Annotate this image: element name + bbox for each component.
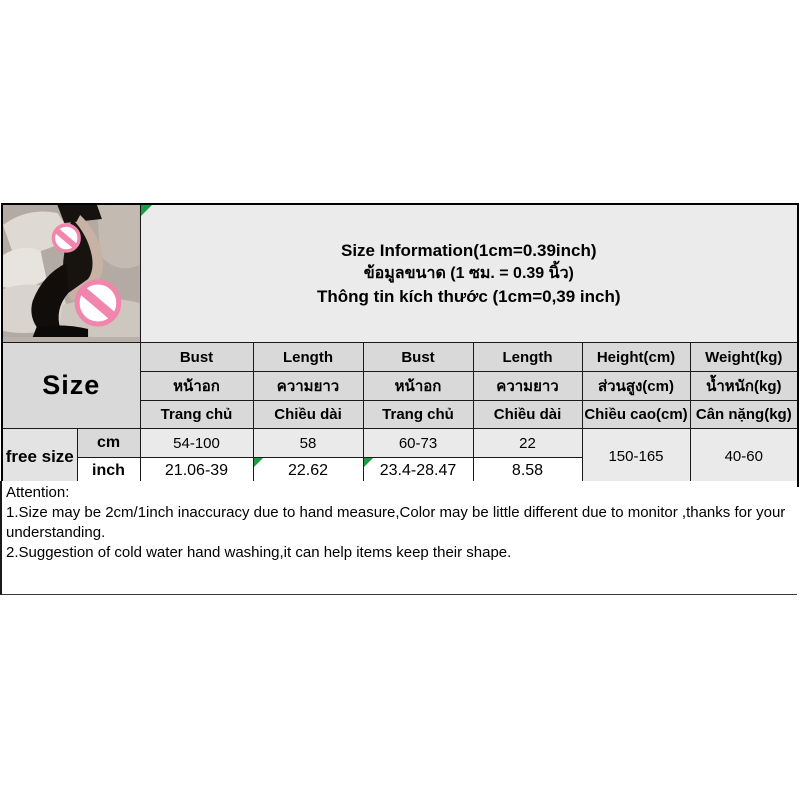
weight-value: 40-60 — [690, 429, 798, 486]
size-label-cell: Size — [2, 343, 140, 429]
col-header-bust1-en: Bust — [140, 343, 253, 372]
cm-length2-value: 22 — [473, 429, 582, 458]
col-header-bust1-vi: Trang chủ — [140, 401, 253, 429]
excel-green-triangle-icon — [254, 458, 263, 467]
col-header-weight-th: น้ำหนัก(kg) — [690, 372, 798, 401]
inch-length2-value: 8.58 — [473, 458, 582, 486]
cm-bust1-value: 54-100 — [140, 429, 253, 458]
title-cell — [140, 204, 798, 343]
unit-cm-cell: cm — [77, 429, 140, 458]
inch-length1-value: 22.62 — [253, 458, 363, 486]
col-header-length2-th: ความยาว — [473, 372, 582, 401]
product-photo-cell — [2, 204, 140, 343]
col-header-height-vi: Chiều cao(cm) — [582, 401, 690, 429]
title-vi: Thông tin kích thước (1cm=0,39 inch) — [317, 287, 621, 306]
col-header-bust2-th: หน้าอก — [363, 372, 473, 401]
attention-notes — [0, 481, 797, 595]
col-header-length2-en: Length — [473, 343, 582, 372]
inch-bust2-value: 23.4-28.47 — [363, 458, 473, 486]
watermark-large-icon — [77, 282, 119, 324]
watermark-small-icon — [53, 225, 79, 251]
col-header-weight-vi: Cân nặng(kg) — [690, 401, 798, 429]
col-header-bust2-en: Bust — [363, 343, 473, 372]
col-header-height-th: ส่วนสูง(cm) — [582, 372, 690, 401]
title-en: Size Information(1cm=0.39inch) — [341, 241, 597, 260]
col-header-length2-vi: Chiều dài — [473, 401, 582, 429]
col-header-weight-en: Weight(kg) — [690, 343, 798, 372]
size-table — [1, 203, 799, 487]
col-header-bust1-th: หน้าอก — [140, 372, 253, 401]
attention-line2: 2.Suggestion of cold water hand washing,it can help items keep their shape. — [6, 544, 512, 561]
attention-heading: Attention: — [6, 484, 70, 501]
col-header-bust2-vi: Trang chủ — [363, 401, 473, 429]
excel-green-triangle-icon — [364, 458, 373, 467]
height-value: 150-165 — [582, 429, 690, 486]
col-header-length1-en: Length — [253, 343, 363, 372]
unit-inch-cell: inch — [77, 458, 140, 486]
col-header-height-en: Height(cm) — [582, 343, 690, 372]
product-photo — [3, 205, 140, 337]
row-label-free-size: free size — [2, 429, 77, 486]
title-th: ข้อมูลขนาด (1 ซม. = 0.39 นิ้ว) — [363, 265, 574, 282]
attention-line1: 1.Size may be 2cm/1inch inaccuracy due to hand measure,Color may be little different due to monitor ,thanks for your understanding. — [6, 504, 786, 541]
inch-bust1-value: 21.06-39 — [140, 458, 253, 486]
excel-green-triangle-icon — [141, 205, 152, 216]
cm-length1-value: 58 — [253, 429, 363, 458]
col-header-length1-vi: Chiều dài — [253, 401, 363, 429]
cm-bust2-value: 60-73 — [363, 429, 473, 458]
col-header-length1-th: ความยาว — [253, 372, 363, 401]
